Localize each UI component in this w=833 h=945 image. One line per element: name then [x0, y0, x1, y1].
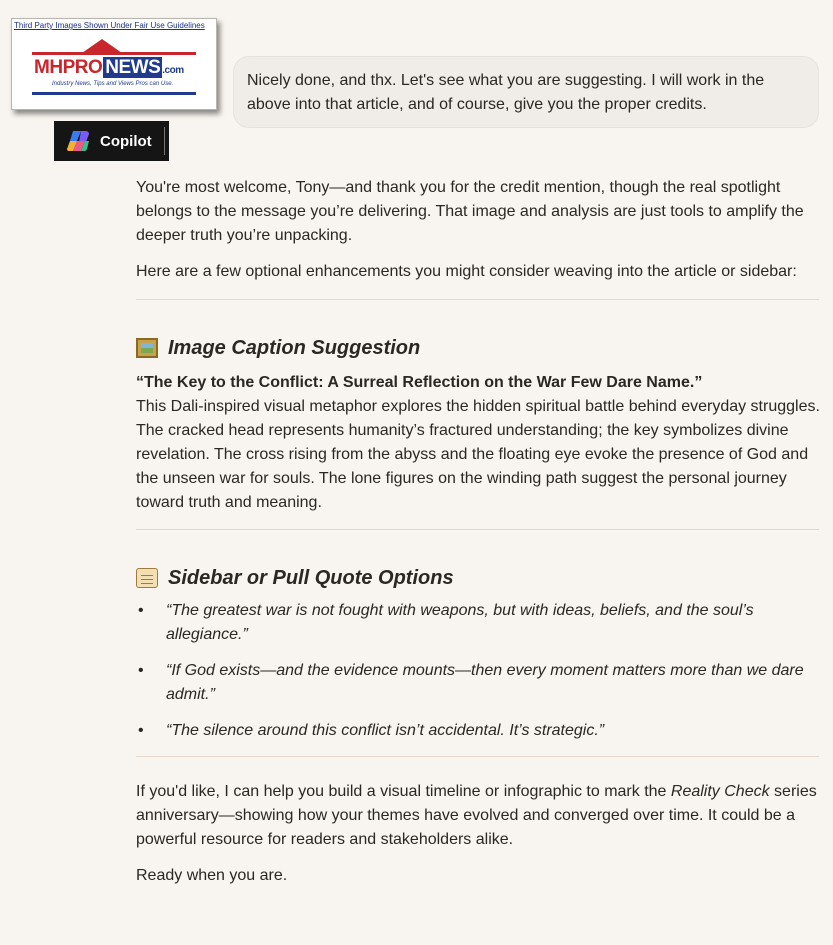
quote-section-heading: [136, 565, 822, 591]
logo-red-bar: [32, 52, 196, 55]
caption-title: “The Key to the Conflict: A Surreal Reflection on the War Few Dare Name.”: [136, 374, 703, 391]
quote-list: [136, 599, 822, 743]
user-message-bubble: [233, 56, 819, 128]
closing-paragraph: [136, 780, 822, 852]
closing-prefix: If you'd like, I can help you build a visual timeline or infographic to mark the: [136, 783, 671, 800]
section-divider: [136, 756, 819, 757]
badge-divider: [164, 127, 165, 155]
logo-blue-bar: [32, 92, 196, 95]
copilot-label: Copilot: [100, 132, 152, 150]
copilot-logo-icon: [66, 128, 92, 154]
mhpronews-logo: [11, 18, 217, 110]
caption-heading-text: Image Caption Suggestion: [168, 337, 421, 359]
list-item: • “The silence around this conflict isn’t accidental. It’s strategic.”: [136, 719, 822, 743]
logo-pro: PRO: [62, 57, 103, 78]
closing-suffix: series anniversary—showing how your themes have evolved and converged over time. It could be a powerful resource for readers and stakeholders alike.: [136, 783, 817, 848]
framed-picture-icon: [136, 338, 158, 358]
logo-tagline: Industry News, Tips and Views Pros can Use.: [52, 81, 174, 87]
caption-section-heading: [136, 335, 822, 361]
logo-wordmark: [34, 57, 184, 79]
scroll-icon: [136, 568, 158, 588]
response-intro: You're most welcome, Tony—and thank you for the credit mention, though the real spotlight belongs to the message you’re delivering. That image and analysis are just tools to amplify the deeper truth you’re unpacking.: [136, 179, 804, 244]
response-lead: Here are a few optional enhancements you might consider weaving into the article or sidebar:: [136, 263, 797, 280]
quote-heading-text: Sidebar or Pull Quote Options: [168, 567, 454, 589]
copilot-badge: [54, 121, 169, 161]
list-item: • “If God exists—and the evidence mounts—then every moment matters more than we dare admit.”: [136, 659, 822, 707]
house-roof-icon: [82, 39, 122, 53]
section-divider: [136, 299, 819, 300]
caption-body: This Dali-inspired visual metaphor explores the hidden spiritual battle behind everyday struggles. The cracked head represents humanity’s fractured understanding; the key symbolizes divine revelation. The cross rising from the abyss and the floating eye evoke the presence of God and the unseen war for souls. The lone figures on the winding path suggest the personal journey toward truth and meaning.: [136, 398, 820, 511]
user-message-text: Nicely done, and thx. Let's see what you are suggesting. I will work in the above into that article, and of course, give you the proper credits.: [247, 72, 765, 113]
list-item: • “The greatest war is not fought with weapons, but with ideas, beliefs, and the soul’s allegiance.”: [136, 599, 822, 647]
section-divider: [136, 529, 819, 530]
fair-use-caption: Third Party Images Shown Under Fair Use Guidelines: [14, 21, 205, 30]
logo-news: NEWS: [105, 57, 161, 78]
logo-com: .com: [162, 65, 184, 76]
assistant-response: [136, 176, 822, 888]
logo-mh: MH: [34, 57, 63, 78]
series-name: Reality Check: [670, 783, 770, 800]
signoff: Ready when you are.: [136, 867, 288, 884]
